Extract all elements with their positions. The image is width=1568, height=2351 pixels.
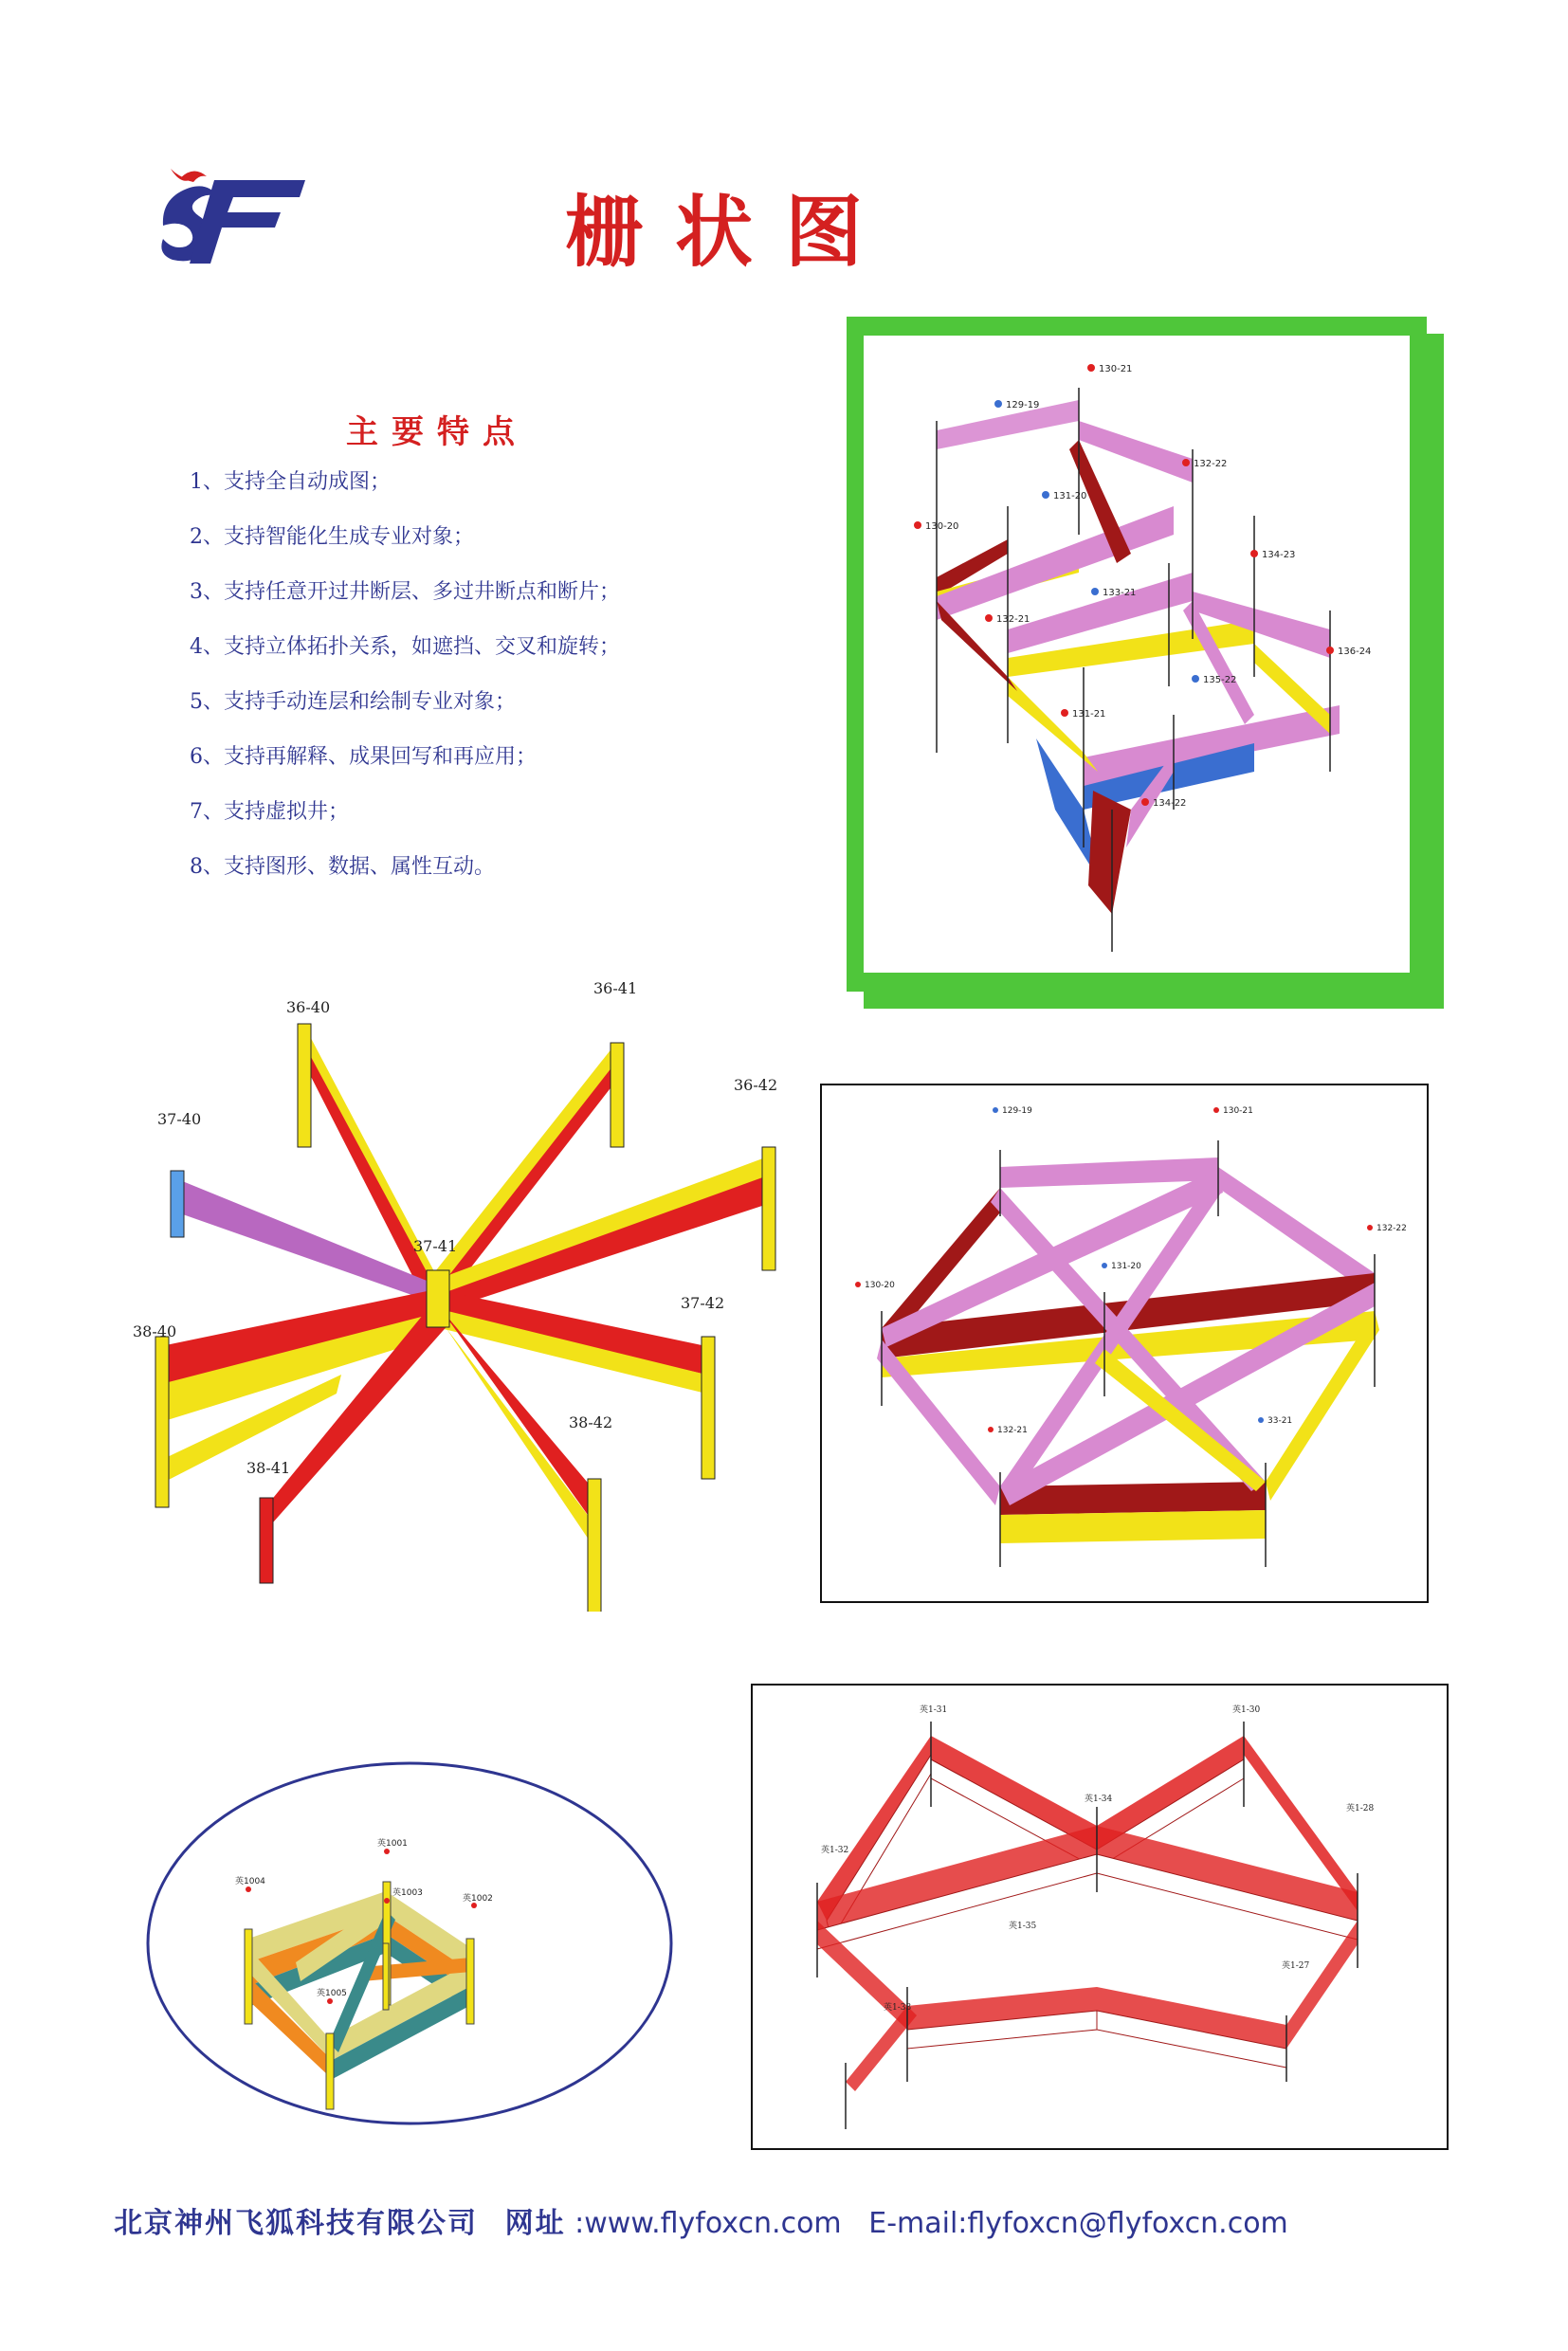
well-label: 134-22 bbox=[1153, 798, 1187, 809]
feature-item: 6、支持再解释、成果回写和再应用； bbox=[190, 745, 537, 769]
well-label: 132-21 bbox=[996, 614, 1030, 625]
well-label: 英1-35 bbox=[1009, 1922, 1037, 1931]
well-label: 英1-32 bbox=[821, 1846, 849, 1855]
fence-diagram-panel-5 bbox=[751, 1684, 1449, 2150]
well-label: 英1-28 bbox=[1346, 1804, 1375, 1813]
well-label: 132-22 bbox=[1377, 1224, 1407, 1233]
feature-item: 8、支持图形、数据、属性互动。 bbox=[190, 855, 495, 879]
well-label: 37-41 bbox=[413, 1237, 458, 1255]
company-name: 北京神州飞狐科技有限公司 bbox=[114, 2207, 478, 2240]
well-label: 38-42 bbox=[569, 1413, 613, 1431]
fence-diagram-1 bbox=[847, 317, 1446, 1011]
well-label: 132-22 bbox=[1194, 459, 1228, 469]
well-label: 36-41 bbox=[593, 979, 638, 997]
fence-diagram-panel-4 bbox=[144, 1759, 675, 2128]
well-label: 36-42 bbox=[734, 1076, 778, 1094]
company-logo bbox=[152, 159, 313, 273]
feature-item: 3、支持任意开过井断层、多过井断点和断片； bbox=[190, 580, 620, 604]
fence-diagram-panel-3 bbox=[820, 1084, 1429, 1603]
well-label: 英1-27 bbox=[1282, 1961, 1310, 1971]
feature-item: 4、支持立体拓扑关系，如遮挡、交叉和旋转； bbox=[190, 635, 620, 659]
well-label: 134-23 bbox=[1262, 550, 1296, 560]
well-label: 37-42 bbox=[681, 1294, 725, 1312]
page-title: 栅状图 bbox=[564, 187, 895, 278]
well-label: 130-20 bbox=[925, 521, 959, 532]
well-label: 131-21 bbox=[1072, 709, 1106, 720]
well-label: 130-21 bbox=[1099, 364, 1133, 374]
well-label: 36-40 bbox=[286, 998, 331, 1016]
feature-item: 7、支持虚拟井； bbox=[190, 800, 349, 824]
website-link[interactable]: :www.flyfoxcn.com bbox=[574, 2207, 842, 2240]
well-label: 131-20 bbox=[1111, 1262, 1141, 1271]
well-label: 130-20 bbox=[865, 1281, 895, 1290]
feature-item: 1、支持全自动成图； bbox=[190, 470, 391, 494]
well-label: 英1-31 bbox=[920, 1705, 948, 1715]
well-label: 136-24 bbox=[1338, 647, 1372, 657]
well-label: 英1-33 bbox=[884, 2003, 912, 2013]
well-label: 131-20 bbox=[1053, 491, 1087, 501]
well-label: 132-21 bbox=[997, 1426, 1028, 1435]
email-link[interactable]: E-mail:flyfoxcn@flyfoxcn.com bbox=[868, 2207, 1288, 2240]
features-heading: 主要特点 bbox=[346, 413, 528, 451]
well-label: 英1002 bbox=[463, 1894, 493, 1904]
feature-item: 5、支持手动连层和绘制专业对象； bbox=[190, 690, 516, 714]
fence-diagram-3 bbox=[820, 1084, 1429, 1603]
fence-diagram-2 bbox=[123, 967, 787, 1612]
feature-item: 2、支持智能化生成专业对象； bbox=[190, 525, 474, 549]
well-label: 130-21 bbox=[1223, 1106, 1253, 1116]
fence-diagram-4 bbox=[144, 1759, 675, 2128]
well-label: 英1005 bbox=[317, 1989, 347, 1998]
well-label: 37-40 bbox=[157, 1110, 202, 1128]
well-label: 133-21 bbox=[1103, 588, 1137, 598]
footer bbox=[114, 2199, 1479, 2241]
well-label: 英1001 bbox=[377, 1839, 408, 1849]
well-label: 135-22 bbox=[1203, 675, 1237, 685]
well-label: 38-40 bbox=[133, 1322, 177, 1340]
well-label: 英1-30 bbox=[1232, 1705, 1261, 1715]
well-label: 129-19 bbox=[1006, 400, 1040, 410]
well-label: 38-41 bbox=[246, 1459, 291, 1477]
well-label: 英1-34 bbox=[1085, 1795, 1113, 1804]
fence-diagram-panel-1 bbox=[847, 317, 1446, 1011]
well-label: 129-19 bbox=[1002, 1106, 1032, 1116]
website-label: 网址 bbox=[504, 2207, 566, 2240]
fence-diagram-panel-2 bbox=[123, 967, 787, 1612]
well-label: 英1004 bbox=[235, 1877, 265, 1886]
fence-diagram-5 bbox=[751, 1684, 1449, 2150]
well-label: 33-21 bbox=[1267, 1416, 1293, 1426]
features-list bbox=[190, 466, 620, 906]
well-label: 英1003 bbox=[392, 1888, 423, 1898]
